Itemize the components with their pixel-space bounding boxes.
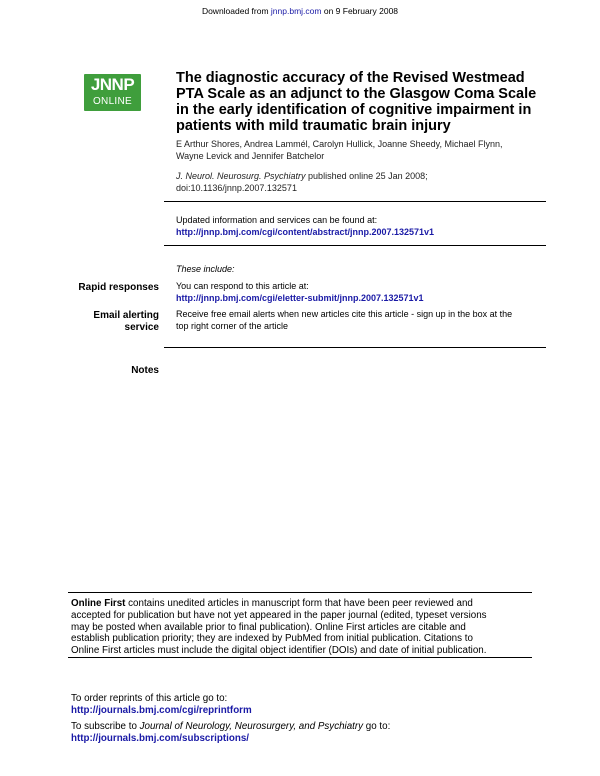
article-title <box>176 70 546 134</box>
article-doi: doi:10.1136/jnnp.2007.132571 <box>176 182 297 193</box>
reprints-block <box>71 693 531 717</box>
title-line: patients with mild traumatic brain injury <box>176 118 451 134</box>
download-prefix: Downloaded from <box>201 6 271 16</box>
published-date: published online 25 Jan 2008; <box>305 171 428 181</box>
article-citation <box>176 171 546 194</box>
online-first-lead: Online First <box>71 598 126 609</box>
email-alerting-label-line: Email alerting <box>93 310 159 321</box>
reprints-link[interactable]: http://journals.bmj.com/cgi/reprintform <box>71 704 252 716</box>
online-first-notice <box>71 598 531 657</box>
authors-line: E Arthur Shores, Andrea Lammél, Carolyn Hullick, Joanne Sheedy, Michael Flynn, <box>176 139 503 149</box>
updated-info <box>176 215 556 238</box>
email-alerting-label <box>40 310 159 334</box>
email-alerting-text: top right corner of the article <box>176 320 289 331</box>
rapid-responses-link[interactable]: http://jnnp.bmj.com/cgi/eletter-submit/jnnp.2007.132571v1 <box>176 292 424 303</box>
includes-heading: These include: <box>176 264 235 274</box>
logo-text-jnnp: JNNP <box>90 75 135 94</box>
logo-text-online: ONLINE <box>92 96 133 107</box>
title-line: The diagnostic accuracy of the Revised Westmead <box>176 70 525 86</box>
download-site-link[interactable]: jnnp.bmj.com <box>270 6 322 16</box>
article-authors <box>176 139 546 162</box>
journal-name: J. Neurol. Neurosurg. Psychiatry <box>176 171 306 181</box>
title-line: PTA Scale as an adjunct to the Glasgow Coma Scale <box>176 86 537 102</box>
online-first-text: contains unedited articles in manuscript form that have been peer reviewed and <box>125 598 473 609</box>
online-first-text: may be posted when available prior to final publication). Online First articles are citable and <box>71 621 466 633</box>
divider <box>164 201 546 202</box>
subscribe-prefix: To subscribe to <box>71 721 140 732</box>
email-alerting-label-line: service <box>124 322 159 333</box>
subscribe-link[interactable]: http://journals.bmj.com/subscriptions/ <box>71 732 249 744</box>
rapid-responses-label: Rapid responses <box>78 282 159 293</box>
updated-link[interactable]: http://jnnp.bmj.com/cgi/content/abstract/jnnp.2007.132571v1 <box>176 226 435 237</box>
email-alerting-block <box>176 309 556 332</box>
download-suffix: on 9 February 2008 <box>321 6 399 16</box>
subscribe-block <box>71 721 531 745</box>
rapid-responses-text: You can respond to this article at: <box>176 281 309 291</box>
download-notice <box>0 6 600 16</box>
divider <box>68 657 532 658</box>
divider <box>164 245 546 246</box>
jnnp-online-logo <box>84 74 141 111</box>
online-first-text: Online First articles must include the digital object identifier (DOIs) and date of initial publication. <box>71 645 487 657</box>
online-first-text: accepted for publication but have not yet appeared in the paper journal (edited, typeset versions <box>71 609 487 621</box>
email-alerting-text: Receive free email alerts when new articles cite this article - sign up in the box at the <box>176 309 513 319</box>
updated-text: Updated information and services can be found at: <box>176 215 378 225</box>
rapid-responses-block <box>176 281 556 304</box>
divider <box>164 347 546 348</box>
divider <box>68 592 532 593</box>
notes-label: Notes <box>131 365 159 376</box>
subscribe-journal: Journal of Neurology, Neurosurgery, and Psychiatry <box>139 721 364 732</box>
title-line: in the early identification of cognitive impairment in <box>176 102 532 118</box>
authors-line: Wayne Levick and Jennifer Batchelor <box>176 150 325 161</box>
online-first-text: establish publication priority; they are indexed by PubMed from initial publication. Citations to <box>71 633 473 645</box>
reprints-text: To order reprints of this article go to: <box>71 693 228 704</box>
subscribe-suffix: go to: <box>363 721 391 732</box>
